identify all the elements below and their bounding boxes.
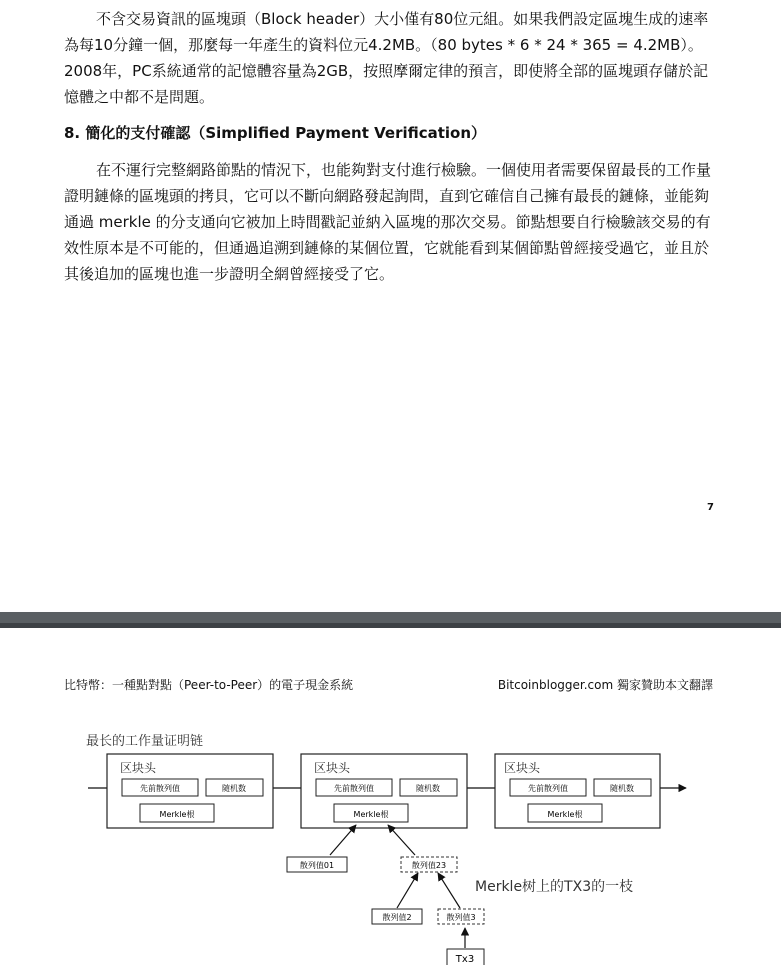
node-hash3 <box>438 909 484 924</box>
block-header-label: 区块头 <box>314 761 351 775</box>
svg-text:散列值01: 散列值01 <box>299 861 335 870</box>
section-heading-spv: 8. 簡化的支付確認（Simplified Payment Verification） <box>64 124 487 142</box>
svg-text:散列值23: 散列值23 <box>411 861 447 870</box>
prev-hash-label: 先前散列值 <box>334 784 374 793</box>
merkle-root-label: Merkle根 <box>159 810 195 819</box>
svg-text:Tx3: Tx3 <box>455 954 475 965</box>
merkle-branch-note: Merkle树上的TX3的一枝 <box>475 879 634 895</box>
block-header-2 <box>301 754 467 828</box>
document-page-8 <box>0 628 781 965</box>
block-header-1 <box>107 754 273 828</box>
svg-text:散列值2: 散列值2 <box>382 913 412 922</box>
merkle-root-label: Merkle根 <box>547 810 583 819</box>
spv-paragraph: 在不運行完整網路節點的情況下，也能夠對支付進行檢驗。一個使用者需要保留最長的工作量證明鏈條的區塊頭的拷貝，它可以不斷向網路發起詢問，直到它確信自己擁有最長的鏈條，並能夠通過 merkle 的分支通向它被加上時間戳記並納入區塊的那次交易。節點想要自行檢驗該交易的有效性原本是不可能的，但通過追溯到鏈條的某個位置，它就能看到某個節點曾經接受過它，並且於其後追加的區塊也進一步證明全網曾經接受了它。 <box>64 161 712 283</box>
arrow-hash3-to-hash23 <box>438 873 460 908</box>
page-separator <box>0 612 781 628</box>
chain-label: 最长的工作量证明链 <box>86 734 204 749</box>
node-hash23 <box>401 857 457 872</box>
node-hash2 <box>372 909 422 924</box>
merkle-branch-diagram <box>0 628 781 965</box>
node-hash01 <box>287 857 347 872</box>
block-header-size-paragraph: 不含交易資訊的區塊頭（Block header）大小僅有80位元組。如果我們設定區塊生成的速率為每10分鐘一個，那麼每一年產生的資料位元4.2MB。（80 bytes * 6 * 24 * 365 = 4.2MB）。2008年，PC系統通常的記憶體容量為2GB，按照摩爾定律的預言，即使將全部的區塊頭存儲於記憶體之中都不是問題。 <box>64 10 709 106</box>
prev-hash-label: 先前散列值 <box>140 784 180 793</box>
nonce-label: 随机数 <box>222 784 246 793</box>
arrow-hash2-to-hash23 <box>397 873 418 908</box>
nonce-label: 随机数 <box>610 784 634 793</box>
block-header-label: 区块头 <box>504 761 541 775</box>
block-header-3 <box>495 754 660 828</box>
arrow-hash23-to-root <box>388 825 415 855</box>
running-header-credit: Bitcoinblogger.com 獨家贊助本文翻譯 <box>497 678 713 692</box>
page-number: 7 <box>707 502 714 513</box>
svg-text:散列值3: 散列值3 <box>446 913 476 922</box>
arrow-hash01-to-root <box>330 825 356 855</box>
nonce-label: 随机数 <box>416 784 440 793</box>
merkle-root-label: Merkle根 <box>353 810 389 819</box>
block-header-label: 区块头 <box>120 761 157 775</box>
node-tx3 <box>447 949 484 965</box>
prev-hash-label: 先前散列值 <box>528 784 568 793</box>
running-header-title: 比特幣：一種點對點（Peer-to-Peer）的電子現金系統 <box>64 678 354 692</box>
